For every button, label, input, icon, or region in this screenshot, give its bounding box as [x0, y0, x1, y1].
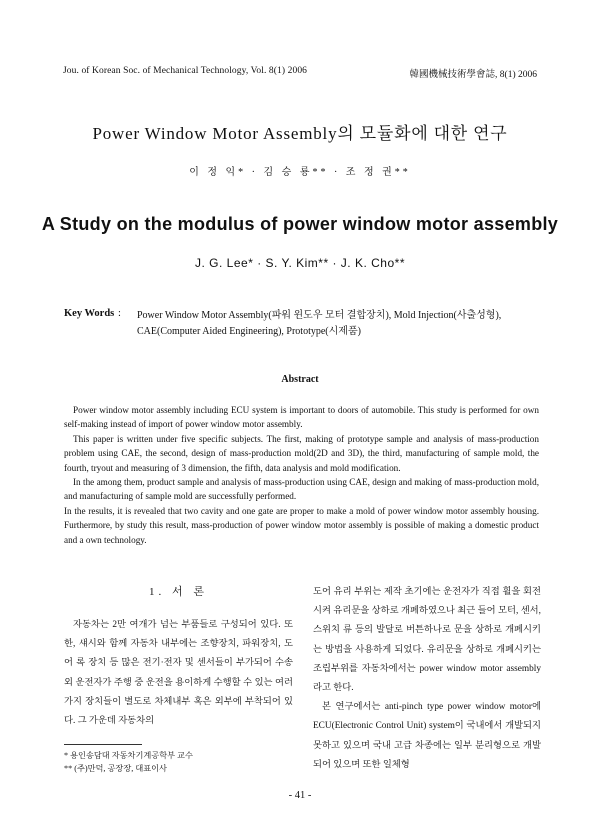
abstract-title: Abstract	[281, 374, 319, 385]
body-paragraph: 본 연구에서는 anti-pinch type power window motor에 ECU(Electronic Control Unit) system이 국내에서 개발되지 못하고 있으며 국내 고급 차종에는 일부 분리형으로 개발되어 있으며 또한 일체형	[313, 702, 541, 770]
korean-authors: 이 정 익* · 김 승 룡** · 조 정 권**	[189, 167, 411, 178]
korean-title: Power Window Motor Assembly의 모듈화에 대한 연구	[92, 124, 508, 143]
journal-header-korean: 韓國機械技術學會誌, 8(1) 2006	[409, 70, 537, 80]
abstract-paragraph: In the results, it is revealed that two cavity and one gate are proper to make a mold of power window motor assembly housing. Furthermore, by study this result, mass-production of power window motor assembly is possible of making a domestic product and a own technology.	[64, 505, 539, 545]
body-paragraph: 도어 유리 부위는 제작 초기에는 운전자가 직접 휠을 회전시켜 유리문을 상하로 개폐하였으나 최근 들어 모터, 센서, 스위치 류 등의 발달로 버튼하나로 문을 상하로 개폐시키는 방법을 사용하게 되었다. 유리문을 상하로 개폐시키는 조립부위를 자동차에서는 power window motor assembly라고 한다.	[313, 587, 541, 694]
footnote-divider	[64, 744, 142, 745]
footnote: * 용인송담대 자동차기계공학부 교수	[64, 751, 193, 760]
keywords-text: Power Window Motor Assembly(파워 윈도우 모터 결합장치), Mold Injection(사출성형), CAE(Computer Aided Engineering), Prototype(시제품)	[137, 310, 502, 337]
abstract-body	[64, 403, 539, 547]
body-paragraph: 자동차는 2만 여개가 넘는 부품들로 구성되어 있다. 또한, 섀시와 함께 자동차 내부에는 조향장치, 파워장치, 도어 록 장치 등 많은 전기·전자 및 센서들이 부가되어 수송 외 운전자가 주행 중 운전을 용이하게 수행할 수 있는 여러 가지 장치들이 별도로 차체내부 혹은 외부에 부착되어 있다. 그 가운데 자동차의	[64, 620, 293, 727]
page-number: - 41 -	[288, 790, 312, 801]
section-heading: 1. 서 론	[148, 586, 208, 598]
abstract-paragraph: In the among them, product sample and analysis of mass-production using CAE, design and making of mass-production mold, and manufacturing of sample mold are successfully performed.	[64, 477, 539, 502]
journal-header-english: Jou. of Korean Soc. of Mechanical Technology, Vol. 8(1) 2006	[63, 66, 308, 76]
footnote: ** (주)만덕, 공장장, 대표이사	[64, 764, 167, 773]
right-column	[313, 583, 541, 775]
right-column-text	[313, 583, 541, 775]
english-authors: J. G. Lee* · S. Y. Kim** · J. K. Cho**	[195, 256, 405, 270]
abstract-paragraph: This paper is written under five specific subjects. The first, making of prototype sample and analysis of mass-production problem using CAE, the second, design of mass-production mold(2D and 3D), the third, manufacturing of sample mold, the fourth, tryout and measuring of 3 dimension, the fifth, data analysis and mold modification.	[64, 433, 539, 473]
abstract-paragraph: Power window motor assembly including ECU system is important to doors of automobile. This study is performed for own self-making instead of import of power window motor assembly.	[64, 405, 539, 430]
footnotes	[64, 749, 293, 775]
left-column-text	[64, 616, 293, 731]
left-column	[64, 583, 293, 731]
keywords-label: Key Words	[64, 308, 115, 319]
english-title: A Study on the modulus of power window motor assembly	[41, 214, 559, 234]
keywords-separator: :	[118, 308, 121, 319]
